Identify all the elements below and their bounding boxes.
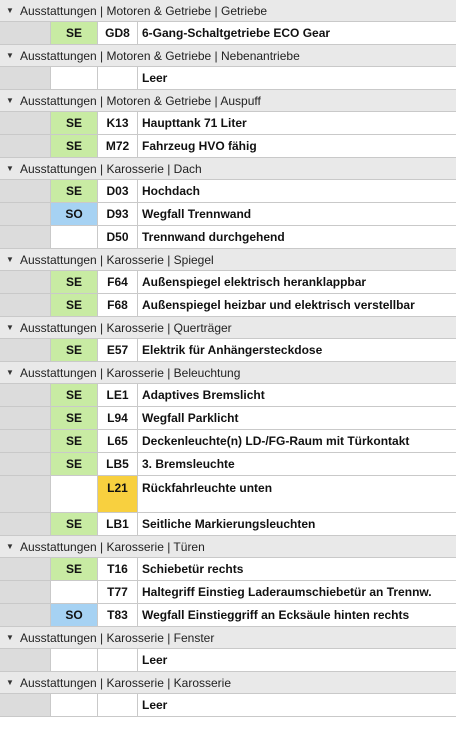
status-cell: SE (51, 22, 98, 44)
collapse-triangle-icon[interactable]: ▼ (6, 633, 14, 642)
group-header[interactable] (0, 90, 456, 112)
group-header[interactable] (0, 249, 456, 271)
description-cell: Leer (142, 653, 168, 667)
table-row[interactable] (0, 339, 456, 362)
group-label: Ausstattungen | Karosserie | Querträger (20, 320, 232, 335)
status-cell: SE (51, 407, 98, 429)
group-label: Ausstattungen | Motoren & Getriebe | Nebenantriebe (20, 48, 300, 63)
table-row[interactable] (0, 513, 456, 536)
code-cell: LE1 (98, 384, 138, 406)
row-gutter (0, 476, 51, 512)
group-label: Ausstattungen | Karosserie | Karosserie (20, 675, 232, 690)
code-cell: T16 (98, 558, 138, 580)
collapse-triangle-icon[interactable]: ▼ (6, 255, 14, 264)
group-label: Ausstattungen | Motoren & Getriebe | Auspuff (20, 93, 261, 108)
description-cell: Außenspiegel elektrisch heranklappbar (142, 275, 367, 289)
code-cell: F68 (98, 294, 138, 316)
description-cell: Außenspiegel heizbar und elektrisch verstellbar (142, 298, 415, 312)
collapse-triangle-icon[interactable]: ▼ (6, 542, 14, 551)
group-label: Ausstattungen | Karosserie | Beleuchtung (20, 365, 241, 380)
description-cell: Deckenleuchte(n) LD-/FG-Raum mit Türkontakt (142, 434, 410, 448)
table-row[interactable] (0, 558, 456, 581)
row-gutter (0, 513, 51, 535)
group-label: Ausstattungen | Karosserie | Fenster (20, 630, 215, 645)
table-row[interactable] (0, 453, 456, 476)
row-gutter (0, 180, 51, 202)
code-cell: T77 (98, 581, 138, 603)
code-cell (98, 649, 138, 671)
table-row[interactable] (0, 226, 456, 249)
description-cell: Wegfall Trennwand (142, 207, 252, 221)
table-row[interactable] (0, 112, 456, 135)
code-cell: D93 (98, 203, 138, 225)
row-gutter (0, 407, 51, 429)
group-header[interactable] (0, 0, 456, 22)
table-row[interactable] (0, 294, 456, 317)
table-row[interactable] (0, 694, 456, 717)
description-cell: 3. Bremsleuchte (142, 457, 235, 471)
status-cell (51, 226, 98, 248)
code-cell: LB1 (98, 513, 138, 535)
row-gutter (0, 112, 51, 134)
status-cell: SE (51, 384, 98, 406)
code-cell: GD8 (98, 22, 138, 44)
row-gutter (0, 135, 51, 157)
description-cell: Seitliche Markierungsleuchten (142, 517, 316, 531)
row-gutter (0, 226, 51, 248)
collapse-triangle-icon[interactable]: ▼ (6, 6, 14, 15)
group-label: Ausstattungen | Karosserie | Spiegel (20, 252, 214, 267)
table-row[interactable] (0, 407, 456, 430)
table-row[interactable] (0, 649, 456, 672)
status-cell: SE (51, 271, 98, 293)
table-row[interactable] (0, 430, 456, 453)
description-cell: Hochdach (142, 184, 201, 198)
status-cell (51, 67, 98, 89)
row-gutter (0, 430, 51, 452)
group-header[interactable] (0, 317, 456, 339)
code-cell: D50 (98, 226, 138, 248)
table-row[interactable] (0, 581, 456, 604)
code-cell: K13 (98, 112, 138, 134)
row-gutter (0, 203, 51, 225)
row-gutter (0, 67, 51, 89)
code-cell: L21 (98, 476, 138, 512)
status-cell (51, 476, 98, 512)
row-gutter (0, 649, 51, 671)
code-cell: E57 (98, 339, 138, 361)
status-cell: SE (51, 135, 98, 157)
row-gutter (0, 339, 51, 361)
group-label: Ausstattungen | Karosserie | Dach (20, 161, 202, 176)
code-cell (98, 67, 138, 89)
description-cell: Haupttank 71 Liter (142, 116, 247, 130)
status-cell: SE (51, 294, 98, 316)
row-gutter (0, 271, 51, 293)
description-cell: Rückfahrleuchte unten (142, 481, 273, 495)
code-cell: L94 (98, 407, 138, 429)
description-cell: Adaptives Bremslicht (142, 388, 265, 402)
description-cell: Leer (142, 71, 168, 85)
row-gutter (0, 558, 51, 580)
code-cell: F64 (98, 271, 138, 293)
table-row[interactable] (0, 604, 456, 627)
code-cell: L65 (98, 430, 138, 452)
status-cell (51, 694, 98, 716)
status-cell: SE (51, 513, 98, 535)
code-cell: M72 (98, 135, 138, 157)
collapse-triangle-icon[interactable]: ▼ (6, 368, 14, 377)
code-cell (98, 694, 138, 716)
collapse-triangle-icon[interactable]: ▼ (6, 678, 14, 687)
table-row[interactable] (0, 180, 456, 203)
status-cell: SE (51, 430, 98, 452)
collapse-triangle-icon[interactable]: ▼ (6, 164, 14, 173)
row-gutter (0, 294, 51, 316)
description-cell: 6-Gang-Schaltgetriebe ECO Gear (142, 26, 331, 40)
collapse-triangle-icon[interactable]: ▼ (6, 323, 14, 332)
description-cell: Fahrzeug HVO fähig (142, 139, 257, 153)
table-row[interactable] (0, 67, 456, 90)
code-cell: LB5 (98, 453, 138, 475)
row-gutter (0, 22, 51, 44)
table-row[interactable] (0, 203, 456, 226)
code-cell: D03 (98, 180, 138, 202)
row-gutter (0, 581, 51, 603)
status-cell: SO (51, 604, 98, 626)
table-row[interactable] (0, 135, 456, 158)
description-cell: Schiebetür rechts (142, 562, 244, 576)
row-gutter (0, 384, 51, 406)
row-gutter (0, 604, 51, 626)
status-cell: SE (51, 339, 98, 361)
group-label: Ausstattungen | Karosserie | Türen (20, 539, 205, 554)
status-cell: SE (51, 453, 98, 475)
row-gutter (0, 453, 51, 475)
status-cell: SO (51, 203, 98, 225)
table-row[interactable] (0, 22, 456, 45)
collapse-triangle-icon[interactable]: ▼ (6, 96, 14, 105)
group-header[interactable] (0, 536, 456, 558)
group-header[interactable] (0, 45, 456, 67)
status-cell: SE (51, 180, 98, 202)
status-cell: SE (51, 112, 98, 134)
collapse-triangle-icon[interactable]: ▼ (6, 51, 14, 60)
table-row[interactable] (0, 476, 456, 513)
row-gutter (0, 694, 51, 716)
table-row[interactable] (0, 271, 456, 294)
group-header[interactable] (0, 627, 456, 649)
status-cell (51, 649, 98, 671)
status-cell (51, 581, 98, 603)
description-cell: Haltegriff Einstieg Laderaumschiebetür an Trennw. (142, 585, 432, 599)
description-cell: Wegfall Einstieggriff an Ecksäule hinten rechts (142, 608, 410, 622)
group-header[interactable] (0, 672, 456, 694)
group-label: Ausstattungen | Motoren & Getriebe | Getriebe (20, 3, 268, 18)
code-cell: T83 (98, 604, 138, 626)
status-cell: SE (51, 558, 98, 580)
description-cell: Wegfall Parklicht (142, 411, 239, 425)
group-header[interactable] (0, 362, 456, 384)
description-cell: Leer (142, 698, 168, 712)
description-cell: Trennwand durchgehend (142, 230, 285, 244)
table-row[interactable] (0, 384, 456, 407)
group-header[interactable] (0, 158, 456, 180)
description-cell: Elektrik für Anhängersteckdose (142, 343, 323, 357)
